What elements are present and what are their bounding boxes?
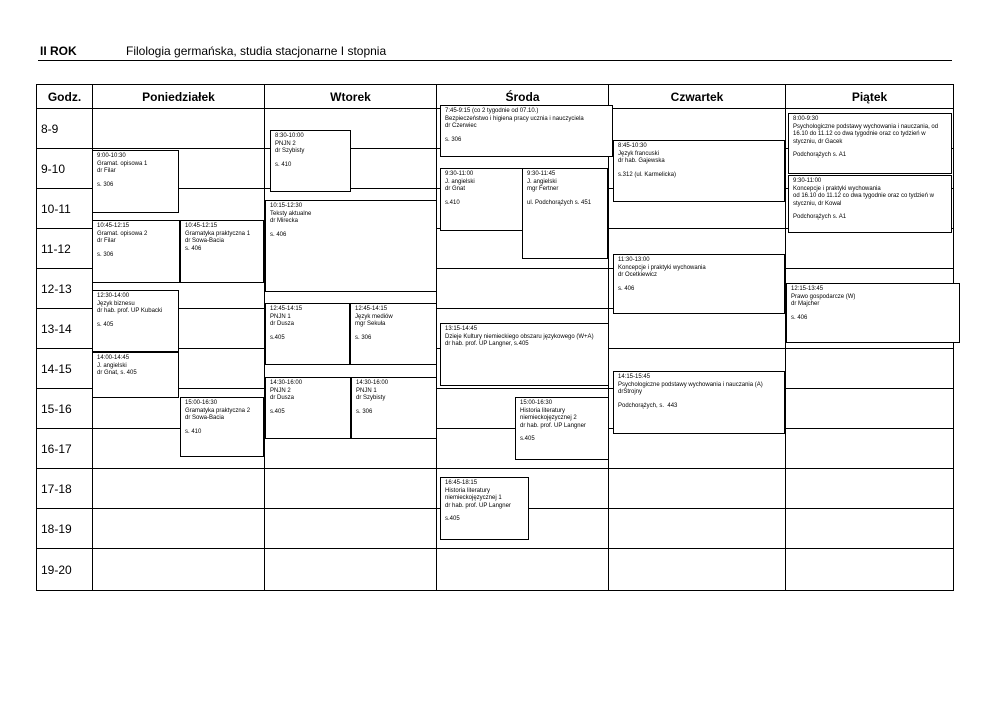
class-detail: Bezpieczeństwo i higiena pracy ucznia i nauczyciela [445, 115, 584, 122]
class-detail: dr hab. prof. UP Langner [520, 422, 586, 429]
class-time: 8:00-9:30 [793, 116, 819, 122]
slot-cell [786, 349, 954, 389]
hour-row [37, 429, 954, 469]
class-detail: J. angielski [527, 178, 557, 185]
class-detail: Gramat. opisowa 2 [97, 230, 148, 237]
class-detail: PNJN 1 [270, 313, 291, 320]
hour-label: 9-10 [37, 149, 93, 189]
class-block [788, 113, 952, 174]
hour-label: 11-12 [37, 229, 93, 269]
class-detail: Psychologiczne podstawy wychowania i nauczania, od 16.10 do 11.12 co dwa tygodnie oraz co tydzień w styczniu, dr Gacek [793, 123, 940, 145]
class-time: 12:30-14:00 [97, 293, 130, 299]
class-detail: dr hab. prof. UP Langner [445, 502, 511, 509]
slot-cell [609, 309, 786, 349]
class-block [788, 175, 952, 233]
class-time: 10:15-12:30 [270, 203, 303, 209]
class-detail: J. angielski [445, 178, 475, 185]
slot-cell [265, 509, 437, 549]
hour-label: 10-11 [37, 189, 93, 229]
class-block [351, 377, 437, 439]
class-room: s. 410 [275, 161, 292, 168]
slot-cell [437, 549, 609, 591]
class-block [522, 168, 608, 259]
year-label: II ROK [40, 44, 77, 58]
class-detail: Psychologiczne podstawy wychowania i nauczania (A) [618, 381, 763, 388]
class-detail: Historia literatury niemieckojęzycznej 1 [445, 487, 502, 501]
class-detail: PNJN 2 [275, 140, 296, 147]
class-detail: dr Szybisty [275, 148, 305, 154]
header-divider [38, 60, 952, 61]
class-detail: Język biznesu [97, 300, 135, 307]
slot-cell [265, 469, 437, 509]
class-room: Podchorążych s. A1 [793, 214, 847, 220]
class-room: s. 410 [185, 428, 202, 435]
class-room: s. 306 [356, 408, 373, 415]
column-header-wednesday: Środa [437, 85, 609, 109]
hour-label: 14-15 [37, 349, 93, 389]
class-block [440, 477, 529, 540]
class-block [440, 105, 613, 157]
class-block [613, 254, 785, 314]
slot-cell [93, 469, 265, 509]
class-time: 15:00-16:30 [185, 400, 218, 406]
class-time: 12:45-14:15 [270, 306, 303, 312]
slot-cell [93, 549, 265, 591]
class-room: s. 306 [97, 251, 114, 258]
class-detail: Koncepcje i praktyki wychowania [618, 264, 706, 271]
class-block [786, 283, 960, 343]
class-block [180, 397, 264, 457]
class-time: 14:15-15:45 [618, 374, 651, 380]
class-detail: dr hab. prof. UP Langner, s.405 [445, 341, 529, 347]
class-detail: dr Ocetkiewicz [618, 272, 658, 278]
slot-cell [786, 549, 954, 591]
class-detail: Gramatyka praktyczna 1 [185, 230, 251, 237]
column-header-friday: Piątek [786, 85, 954, 109]
class-room: s. 405 [97, 321, 114, 328]
hour-label: 15-16 [37, 389, 93, 429]
hour-label: 17-18 [37, 469, 93, 509]
class-detail: PNJN 2 [270, 387, 291, 394]
class-detail: dr hab. prof. UP Kubacki [97, 308, 163, 314]
slot-cell [609, 469, 786, 509]
class-detail: dr Gnat [445, 186, 466, 192]
slot-cell [609, 509, 786, 549]
class-block [265, 200, 437, 292]
class-detail: dr Mirecka [270, 218, 299, 224]
class-room: s. 406 [791, 314, 808, 321]
hour-label: 18-19 [37, 509, 93, 549]
class-detail: od 16.10 do 11.12 co dwa tygodnie oraz co tydzień w styczniu, dr Kowal [793, 193, 936, 207]
class-time: 14:30-16:00 [270, 380, 303, 386]
class-block [350, 303, 437, 365]
class-detail: Gramat. opisowa 1 [97, 160, 148, 167]
slot-cell [786, 509, 954, 549]
hour-label: 16-17 [37, 429, 93, 469]
class-detail: dr Gnat, s. 405 [97, 370, 137, 376]
class-room: s. 306 [97, 181, 114, 188]
class-block [613, 371, 785, 434]
slot-cell [93, 109, 265, 149]
class-block [180, 220, 264, 283]
hour-label: 19-20 [37, 549, 93, 591]
class-detail: mgr Sekuła [355, 321, 386, 327]
class-time: 10:45-12:15 [97, 223, 130, 229]
class-block [613, 140, 785, 202]
class-room: s. 406 [618, 285, 635, 292]
program-title: Filologia germańska, studia stacjonarne I stopnia [126, 44, 387, 58]
class-block [92, 220, 180, 283]
class-block [440, 168, 524, 231]
class-room: s.410 [445, 199, 460, 206]
hour-label: 13-14 [37, 309, 93, 349]
class-time: 9:30-11:00 [793, 178, 822, 184]
class-room: s.405 [520, 436, 535, 442]
class-time: 13:15-14:45 [445, 326, 478, 332]
slot-cell [786, 469, 954, 509]
class-detail: drStrojny [618, 389, 643, 395]
column-header-tuesday: Wtorek [265, 85, 437, 109]
class-time: 15:00-16:30 [520, 400, 553, 406]
class-room: s. 406 [270, 231, 287, 238]
class-detail: dr hab. Gajewska [618, 158, 665, 164]
class-room: s.405 [270, 408, 285, 415]
class-detail: dr Sowa-Bacia [185, 238, 225, 244]
class-time: 16:45-18:15 [445, 480, 478, 486]
slot-cell [93, 509, 265, 549]
class-detail: J. angielski [97, 362, 127, 369]
hour-label: 12-13 [37, 269, 93, 309]
class-detail: mgr Fertner [527, 186, 559, 192]
hour-row [37, 549, 954, 591]
class-block [92, 150, 179, 213]
class-time: 9:30-11:45 [527, 171, 556, 177]
class-room: s. 306 [445, 136, 462, 143]
class-time: 14:30-16:00 [356, 380, 389, 386]
class-block [92, 352, 179, 398]
class-detail: dr Filar [97, 168, 116, 174]
class-time: 8:30-10:00 [275, 133, 304, 139]
class-detail: Prawo gospodarcze (W) [791, 293, 856, 300]
class-detail: dr Dusza [270, 395, 295, 401]
class-block [270, 130, 351, 192]
class-block [440, 323, 609, 386]
class-room: s.405 [270, 334, 285, 341]
slot-cell [786, 429, 954, 469]
class-time: 12:15-13:45 [791, 286, 824, 292]
class-detail: Koncepcje i praktyki wychowania [793, 185, 881, 192]
class-detail: Dzieje Kultury niemieckiego obszaru językowego (W+A) [445, 333, 594, 340]
class-detail: dr Szybisty [356, 395, 386, 401]
class-detail: Gramatyka praktyczna 2 [185, 407, 251, 414]
slot-cell [265, 549, 437, 591]
slot-cell [786, 389, 954, 429]
class-detail: Język mediów [355, 313, 393, 320]
class-block [265, 303, 350, 365]
slot-cell [786, 229, 954, 269]
class-time: 10:45-12:15 [185, 223, 218, 229]
class-time: 8:45-10:30 [618, 143, 647, 149]
class-block [265, 377, 351, 439]
class-detail: dr Dusza [270, 321, 295, 327]
class-detail: dr Sowa-Bacia [185, 415, 225, 421]
hour-label: 8-9 [37, 109, 93, 149]
slot-cell [609, 429, 786, 469]
class-room: Podchorążych s. A1 [793, 152, 847, 158]
class-detail: dr Czerwiec [445, 123, 477, 129]
class-detail: Język francuski [618, 150, 660, 157]
class-room: ul. Podchorążych s. 451 [527, 199, 592, 206]
column-header-monday: Poniedziałek [93, 85, 265, 109]
class-detail: dr Majcher [791, 301, 820, 307]
class-room: s. 306 [355, 334, 372, 341]
class-time: 14:00-14:45 [97, 355, 130, 361]
class-detail: dr Filar [97, 238, 116, 244]
column-header-hour: Godz. [37, 85, 93, 109]
class-block [92, 290, 179, 352]
class-detail: PNJN 1 [356, 387, 377, 394]
slot-cell [437, 269, 609, 309]
slot-cell [609, 549, 786, 591]
class-room: s.405 [445, 516, 460, 522]
class-time: 12:45-14:15 [355, 306, 388, 312]
class-time: 11:30-13:00 [618, 257, 650, 263]
class-time: 9:30-11:00 [445, 171, 474, 177]
class-block [515, 397, 609, 460]
class-detail: s. 406 [185, 245, 202, 252]
column-header-thursday: Czwartek [609, 85, 786, 109]
class-room: Podchorążych, s. 443 [618, 402, 678, 409]
class-time: 9:00-10:30 [97, 153, 126, 159]
class-room: s.312 (ul. Karmelicka) [618, 171, 677, 178]
class-detail: Teksty aktualne [270, 210, 312, 217]
class-detail: Historia literatury niemieckojęzycznej 2 [520, 407, 577, 421]
class-time: 7:45-9:15 (co 2 tygodnie od 07.10.) [445, 108, 539, 114]
